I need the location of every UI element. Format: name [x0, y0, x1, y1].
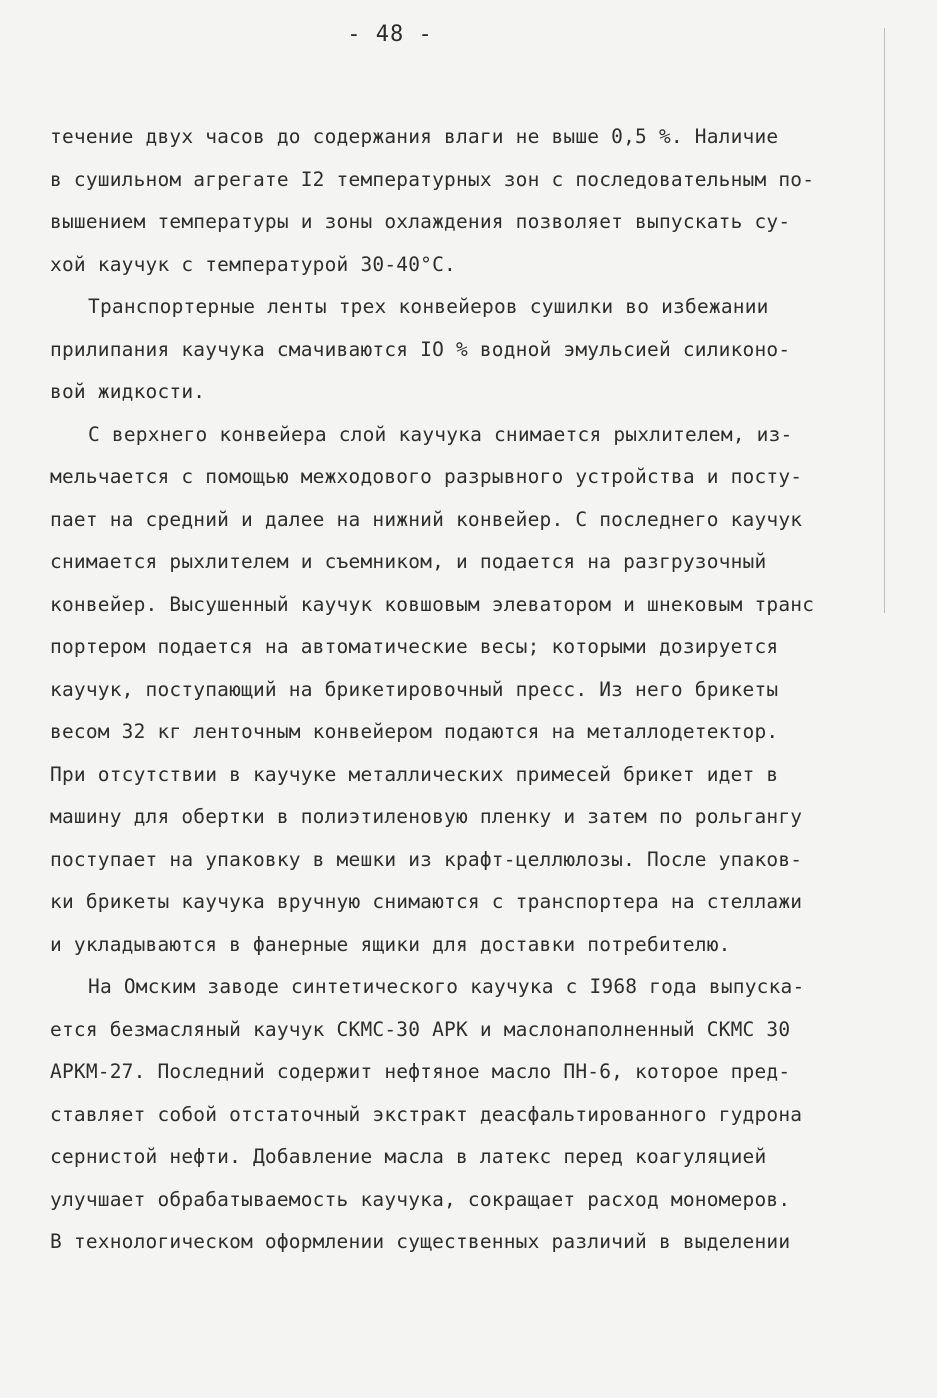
text-line: В технологическом оформлении существенных различий в выделении: [50, 1230, 791, 1253]
text-line: АРКМ-27. Последний содержит нефтяное масло ПН-6, которое пред-: [50, 1060, 791, 1083]
text-line: пает на средний и далее на нижний конвейер. С последнего каучук: [50, 507, 803, 531]
text-line: С верхнего конвейера слой каучука снимается рыхлителем, из-: [88, 422, 793, 446]
text-line: снимается рыхлителем и съемником, и подается на разгрузочный: [50, 550, 767, 573]
text-line: вой жидкости.: [50, 380, 206, 403]
text-line: каучук, поступающий на брикетировочный пресс. Из него брикеты: [50, 677, 779, 701]
text-line: портером подается на автоматические весы; которыми дозируется: [50, 635, 779, 658]
text-line: весом 32 кг ленточным конвейером подаются на металлодетектор.: [50, 720, 779, 743]
body-text: [50, 116, 890, 1264]
page-number: - 48 -: [347, 22, 433, 47]
text-line: и укладываются в фанерные ящики для доставки потребителю.: [50, 932, 731, 956]
text-line: ки брикеты каучука вручную снимаются с транспортера на стеллажи: [50, 890, 803, 913]
text-line: прилипания каучука смачиваются IO % водной эмульсией силиконо-: [50, 337, 791, 361]
text-line: хой каучук с температурой 30-40°С.: [50, 252, 456, 276]
text-line: течение двух часов до содержания влаги не выше 0,5 %. Наличие: [50, 125, 779, 148]
text-line: конвейер. Высушенный каучук ковшовым элеватором и шнековым транс: [50, 592, 815, 616]
text-line: машину для обертки в полиэтиленовую пленку и затем по рольгангу: [50, 805, 803, 828]
text-line: в сушильном агрегате I2 температурных зон с последовательным по-: [50, 167, 815, 191]
text-line: вышением температуры и зоны охлаждения позволяет выпускать су-: [50, 210, 791, 233]
text-line: ставляет собой отстаточный экстракт деасфальтированного гудрона: [50, 1102, 803, 1126]
text-line: При отсутствии в каучуке металлических примесей брикет идет в: [50, 762, 779, 786]
text-line: улучшает обрабатываемость каучука, сокращает расход мономеров.: [50, 1187, 791, 1211]
text-line: Транспортерные ленты трех конвейеров сушилки во избежании: [88, 295, 769, 318]
text-line: На Омским заводе синтетического каучука с I968 года выпуска-: [88, 975, 805, 998]
text-line: сернистой нефти. Добавление масла в латекс перед коагуляцией: [50, 1145, 767, 1168]
text-line: мельчается с помощью межходового разрывного устройства и посту-: [50, 465, 803, 488]
text-line: ется безмасляный каучук СКМС-30 АРК и маслонаполненный СКМС 30: [50, 1017, 791, 1041]
text-line: поступает на упаковку в мешки из крафт-целлюлозы. После упаков-: [50, 847, 803, 871]
